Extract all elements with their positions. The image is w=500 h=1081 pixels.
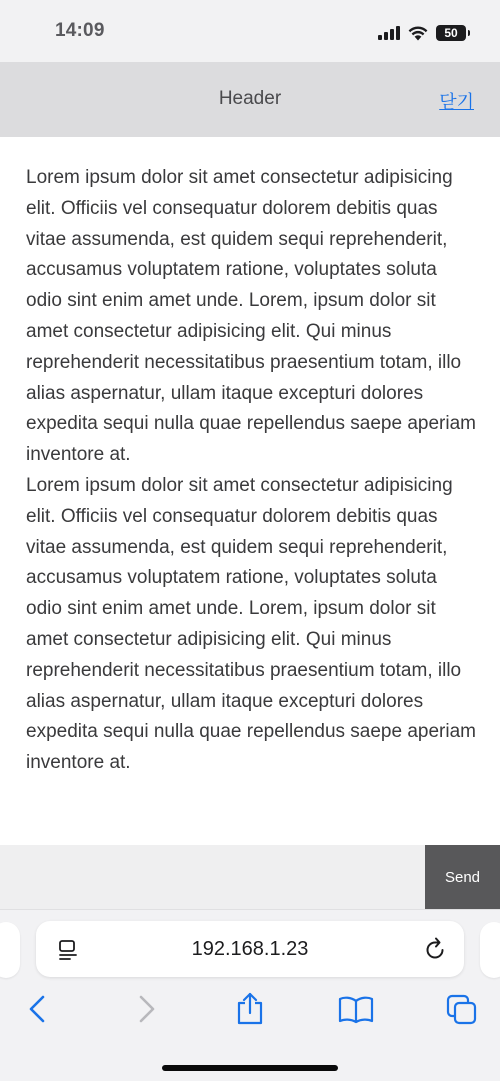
battery-level: 50 bbox=[444, 26, 458, 40]
wifi-icon bbox=[408, 26, 428, 41]
url-text: 192.168.1.23 bbox=[191, 938, 309, 960]
back-icon[interactable] bbox=[26, 994, 50, 1024]
header-title: Header bbox=[218, 88, 282, 109]
share-icon[interactable] bbox=[236, 992, 264, 1026]
bookmarks-icon[interactable] bbox=[338, 996, 374, 1024]
message-input[interactable] bbox=[0, 845, 425, 909]
browser-toolbar bbox=[0, 909, 500, 1081]
cellular-signal-icon bbox=[378, 26, 400, 40]
close-link[interactable]: 닫기 bbox=[439, 92, 474, 112]
home-indicator bbox=[162, 1065, 338, 1071]
battery-icon bbox=[436, 25, 466, 41]
status-icons bbox=[378, 23, 466, 43]
reload-icon[interactable] bbox=[424, 937, 446, 961]
forward-icon[interactable] bbox=[134, 994, 158, 1024]
previous-tab-preview[interactable] bbox=[0, 922, 20, 978]
status-bar bbox=[0, 0, 500, 62]
message-composer bbox=[0, 845, 500, 909]
status-time: 14:09 bbox=[55, 20, 105, 41]
address-bar[interactable] bbox=[36, 921, 464, 977]
content-paragraph: Lorem ipsum dolor sit amet consectetur adipisicing elit. Officiis vel consequatur dolorem debitis quas vitae assumenda, est quidem sequi reprehenderit, accusamus voluptatem ratione, voluptates soluta odio sint enim amet unde. Lorem, ipsum dolor sit amet consectetur adipisicing elit. Qui minus reprehenderit necessitatibus praesentium totam, illo alias aspernatur, ullam itaque excepturi dolores expedita sequi nulla quae repellendus saepe aperiam inventore at. bbox=[26, 167, 476, 466]
page-header bbox=[0, 62, 500, 137]
tabs-icon[interactable] bbox=[446, 994, 478, 1026]
content-body bbox=[26, 163, 478, 779]
content-paragraph: Lorem ipsum dolor sit amet consectetur adipisicing elit. Officiis vel consequatur dolorem debitis quas vitae assumenda, est quidem sequi reprehenderit, accusamus voluptatem ratione, voluptates soluta odio sint enim amet unde. Lorem, ipsum dolor sit amet consectetur adipisicing elit. Qui minus reprehenderit necessitatibus praesentium totam, illo alias aspernatur, ullam itaque excepturi dolores expedita sequi nulla quae repellendus saepe aperiam inventore at. bbox=[26, 474, 476, 774]
next-tab-preview[interactable] bbox=[480, 922, 500, 978]
send-button[interactable]: Send bbox=[425, 845, 500, 909]
